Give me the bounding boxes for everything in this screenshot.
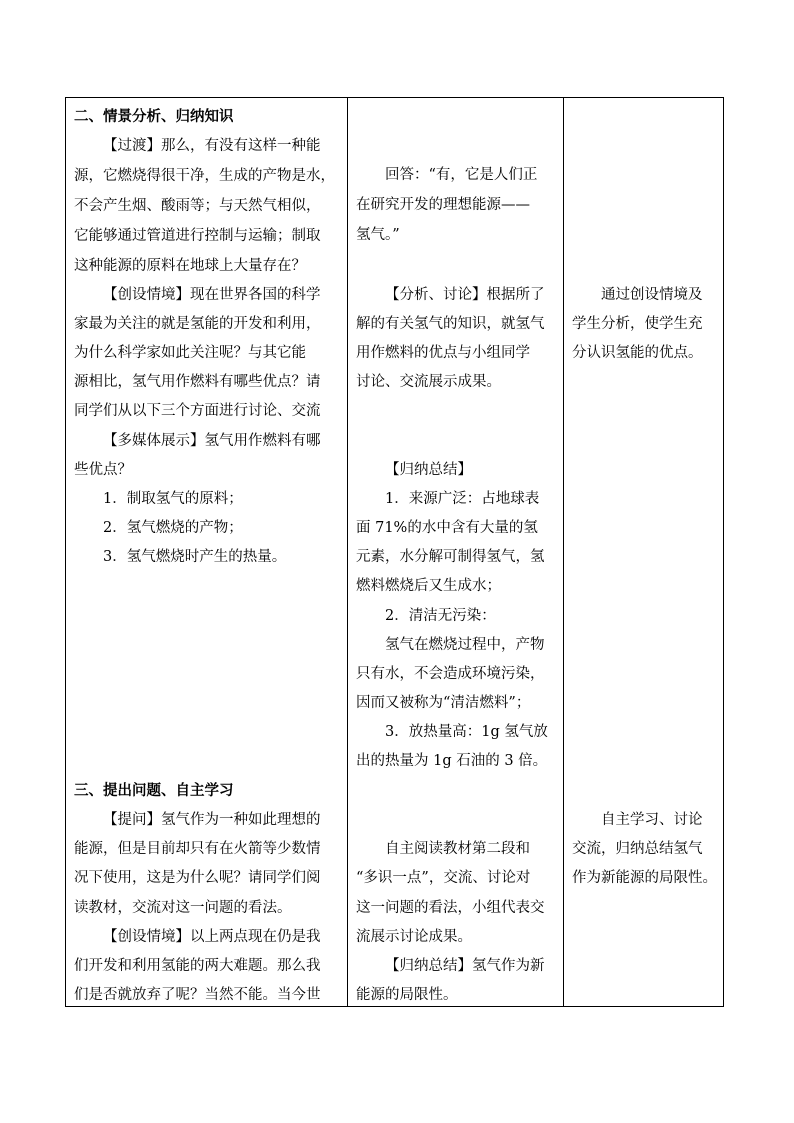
text-line: 为什么科学家如此关注呢？与其它能 [74, 345, 306, 361]
text-line: 燃料燃烧后又生成水； [356, 578, 501, 594]
design-intent-column [564, 98, 723, 1006]
text-line: 元素，水分解可制得氢气，氢 [356, 549, 545, 565]
text-line: 【创设情境】现在世界各国的科学 [103, 287, 321, 303]
text-line: 不会产生烟、酸雨等；与天然气相似， [74, 198, 321, 214]
text-line: 【创设情境】以上两点现在仍是我 [103, 929, 321, 945]
text-line: 能源，但是目前却只有在火箭等少数情 [74, 841, 321, 857]
text-line: 学生分析，使学生充 [572, 316, 703, 332]
text-line: 读教材，交流对这一问题的看法。 [74, 900, 292, 916]
text-line: 源，它燃烧得很干净，生成的产物是水， [74, 168, 335, 184]
text-line: 1．来源广泛：占地球表 [385, 491, 540, 507]
text-line: 3．放热量高：1g 氢气放 [385, 724, 548, 740]
text-line: 讨论、交流展示成果。 [356, 374, 501, 390]
text-line: 源相比，氢气用作燃料有哪些优点？请 [74, 374, 321, 390]
text-line: 在研究开发的理想能源—— [356, 197, 530, 213]
text-line: 们开发和利用氢能的两大难题。那么我 [74, 958, 321, 974]
text-line: 面 71%的水中含有大量的氢 [356, 520, 538, 536]
text-line: 【提问】氢气作为一种如此理想的 [103, 812, 321, 828]
text-line: 作为新能源的局限性。 [572, 870, 717, 886]
text-line: 能源的局限性。 [356, 987, 458, 1003]
text-line: 家最为关注的就是氢能的开发和利用， [74, 316, 321, 332]
text-line: 回答：“有，它是人们正 [385, 167, 538, 183]
text-line: 【归纳总结】氢气作为新 [385, 958, 545, 974]
section-heading: 三、提出问题、自主学习 [74, 782, 234, 799]
summary-heading: 【归纳总结】 [385, 462, 472, 478]
list-item: 1．制取氢气的原料； [103, 491, 243, 507]
text-line: 这种能源的原料在地球上大量存在？ [74, 258, 306, 274]
text-line: 它能够通过管道进行控制与运输；制取 [74, 228, 321, 244]
section-heading: 二、情景分析、归纳知识 [74, 108, 234, 125]
text-line: 氢气。” [356, 227, 400, 243]
text-line: 自主阅读教材第二段和 [385, 841, 530, 857]
text-line: 只有水，不会造成环境污染， [356, 666, 545, 682]
text-line: 【过渡】那么，有没有这样一种能 [103, 138, 321, 154]
list-item: 3．氢气燃烧时产生的热量。 [103, 549, 287, 565]
text-line: 这一问题的看法，小组代表交 [356, 900, 545, 916]
text-line: 流展示讨论成果。 [356, 929, 472, 945]
text-line: 【多媒体展示】氢气用作燃料有哪 [103, 433, 321, 449]
text-line: 分认识氢能的优点。 [572, 345, 703, 361]
text-line: 们是否就放弃了呢？当然不能。当今世 [74, 987, 321, 1003]
text-line: 交流，归纳总结氢气 [572, 841, 703, 857]
text-line: “多识一点”，交流、讨论对 [356, 870, 531, 886]
text-line: 用作燃料的优点与小组同学 [356, 345, 530, 361]
text-line: 通过创设情境及 [601, 287, 703, 303]
text-line: 2．清洁无污染： [385, 608, 496, 624]
student-activity-column [348, 98, 564, 1006]
text-line: 氢气在燃烧过程中，产物 [385, 637, 545, 653]
text-line: 因而又被称为“清洁燃料”； [356, 695, 531, 711]
text-line: 些优点？ [74, 462, 132, 478]
list-item: 2．氢气燃烧的产物； [103, 520, 243, 536]
text-line: 自主学习、讨论 [601, 812, 703, 828]
lesson-plan-table [65, 97, 724, 1007]
text-line: 同学们从以下三个方面进行讨论、交流 [74, 403, 321, 419]
text-line: 况下使用，这是为什么呢？请同学们阅 [74, 870, 321, 886]
text-line: 解的有关氢气的知识，就氢气 [356, 316, 545, 332]
text-line: 出的热量为 1g 石油的 3 倍。 [356, 753, 548, 769]
teacher-activity-column [66, 98, 348, 1006]
text-line: 【分析、讨论】根据所了 [385, 287, 545, 303]
